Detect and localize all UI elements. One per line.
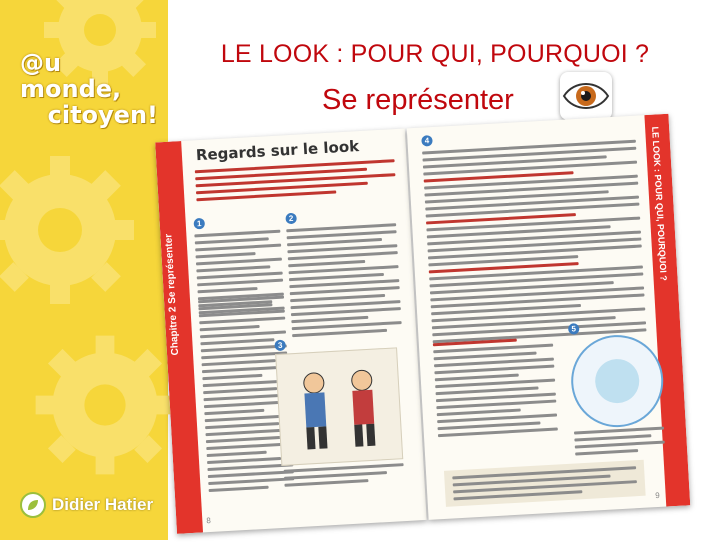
caption [284, 463, 405, 491]
bottom-note [444, 460, 646, 507]
text-block-4b [433, 337, 558, 442]
circle-diagram [569, 333, 666, 430]
textbook-spread [139, 113, 701, 545]
left-page [155, 129, 426, 534]
section-number: 5 [568, 323, 580, 335]
section-number: 1 [193, 218, 205, 230]
eye-icon [560, 72, 612, 120]
cartoon-illustration [275, 347, 403, 466]
publisher-logo [20, 492, 153, 518]
text-block-2 [286, 223, 402, 341]
section-number: 2 [285, 213, 297, 225]
page-heading: Regards sur le look [195, 137, 360, 165]
slide-subtitle: Se représenter [322, 84, 514, 116]
page-number: 9 [654, 490, 660, 501]
brand-line-1: @u monde, [20, 49, 122, 103]
intro-paragraph [195, 159, 397, 205]
slide-title: LE LOOK : POUR QUI, POURQUOI ? [220, 40, 650, 68]
chapter-tab-label: Chapitre 2 Se représenter [163, 233, 182, 356]
text-block-4 [422, 140, 647, 348]
section-number: 3 [274, 340, 286, 352]
diagram-caption [574, 427, 665, 460]
brand-line-2: citoyen! [47, 101, 158, 129]
section-number: 4 [421, 135, 433, 147]
right-page [407, 114, 690, 520]
gear-icon [0, 150, 140, 310]
brand-logo [20, 50, 170, 128]
publisher-leaf-icon [20, 492, 46, 518]
publisher-name: Didier Hatier [52, 495, 154, 514]
right-tab-label: LE LOOK : POUR QUI, POURQUOI ? [650, 126, 669, 282]
page-number: 8 [206, 515, 212, 526]
